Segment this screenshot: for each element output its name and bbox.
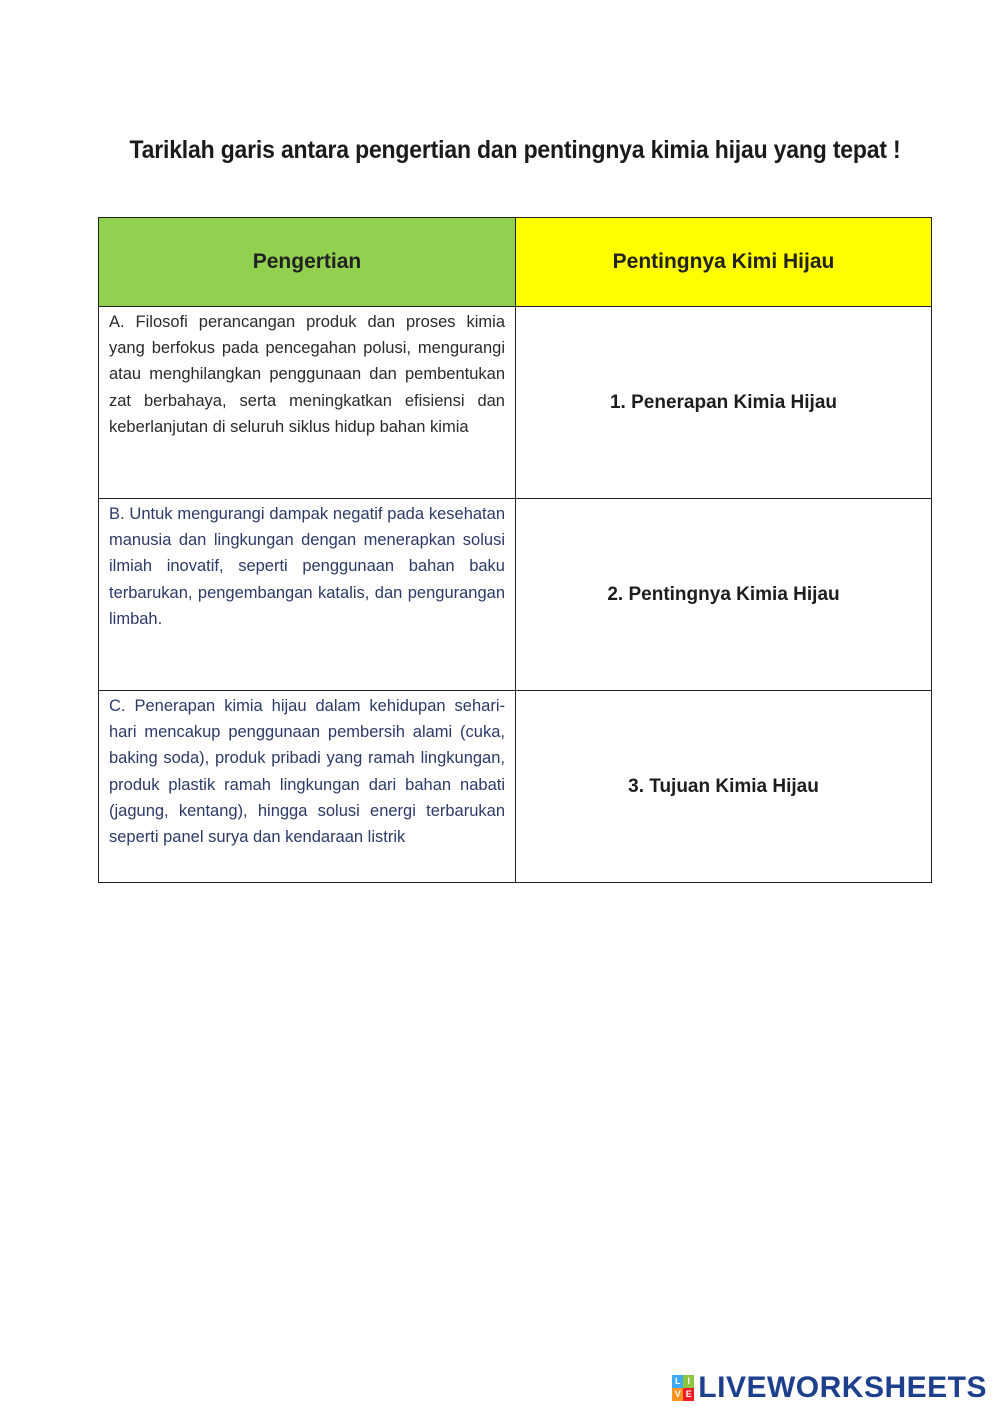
liveworksheets-logo-icon	[672, 1375, 694, 1401]
definition-text-c: C. Penerapan kimia hijau dalam kehidupan sehari-hari mencakup penggunaan pembersih alami (cuka, baking soda), produk pribadi yang ramah lingkungan, produk plastik ramah lingkungan dari bahan nabati (jagung, kentang), hingga solusi energi terbarukan seperti panel surya dan kendaraan listrik	[109, 697, 505, 847]
header-pengertian: Pengertian	[99, 218, 516, 307]
logo-letter: L	[672, 1375, 683, 1388]
item-cell-2[interactable]: 2. Pentingnya Kimia Hijau	[516, 499, 932, 691]
header-pentingnya: Pentingnya Kimi Hijau	[516, 218, 932, 307]
table-row	[99, 499, 932, 691]
definition-text-b: B. Untuk mengurangi dampak negatif pada kesehatan manusia dan lingkungan dengan menerapkan solusi ilmiah inovatif, seperti penggunaan bahan baku terbarukan, pengembangan katalis, dan pengurangan limbah.	[109, 505, 505, 628]
logo-letter: E	[683, 1388, 694, 1401]
matching-table	[98, 217, 932, 883]
brand-name: LIVEWORKSHEETS	[698, 1371, 987, 1404]
definition-cell-c[interactable]	[99, 691, 516, 883]
logo-letter: I	[683, 1375, 694, 1388]
item-cell-1[interactable]: 1. Penerapan Kimia Hijau	[516, 307, 932, 499]
item-cell-3[interactable]: 3. Tujuan Kimia Hijau	[516, 691, 932, 883]
logo-letter: V	[672, 1388, 683, 1401]
table-header-row	[99, 218, 932, 307]
worksheet-title: Tariklah garis antara pengertian dan pentingnya kimia hijau yang tepat !	[129, 136, 901, 164]
liveworksheets-logo	[672, 1371, 987, 1405]
table-row	[99, 307, 932, 499]
table-row	[99, 691, 932, 883]
definition-cell-b[interactable]	[99, 499, 516, 691]
definition-cell-a[interactable]	[99, 307, 516, 499]
definition-text-a: A. Filosofi perancangan produk dan proses kimia yang berfokus pada pencegahan polusi, mengurangi atau menghilangkan penggunaan dan pembentukan zat berbahaya, serta meningkatkan efisiensi dan keberlanjutan di seluruh siklus hidup bahan kimia	[109, 313, 505, 436]
